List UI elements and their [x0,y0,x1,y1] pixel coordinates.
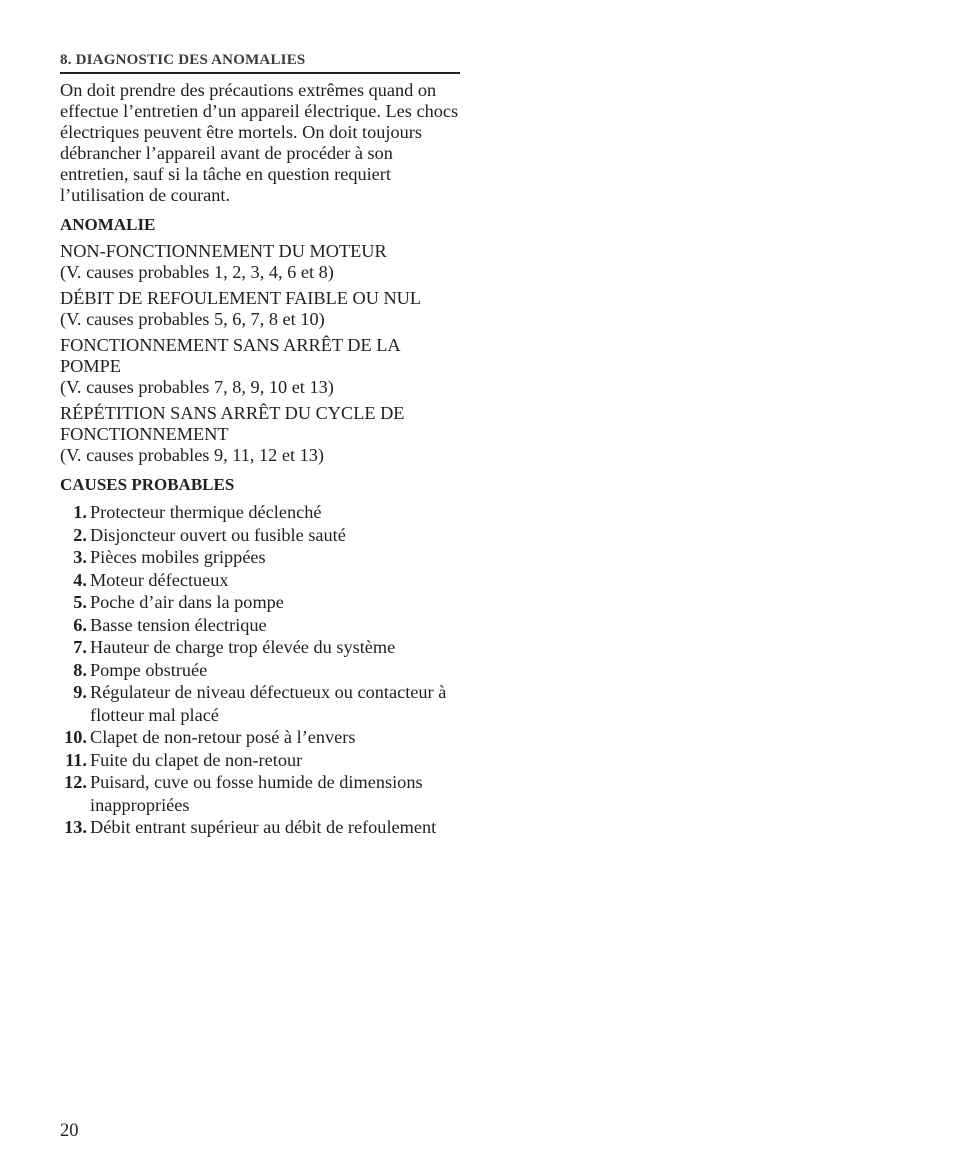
list-item [60,726,460,749]
list-item [60,501,460,524]
cause-number: 11. [65,749,87,770]
list-item [60,636,460,659]
list-item [60,749,460,772]
cause-text: Basse tension électrique [90,614,267,635]
cause-text: Disjoncteur ouvert ou fusible sauté [90,524,346,545]
cause-number: 4. [73,569,87,590]
cause-number: 9. [73,682,87,702]
anomaly-causes-ref: (V. causes probables 9, 11, 12 et 13) [60,445,325,465]
anomaly-item [60,335,460,398]
cause-number: 5. [73,592,87,612]
anomaly-item [60,241,460,283]
cause-text: Protecteur thermique déclenché [90,502,322,522]
list-item [60,591,460,614]
anomaly-item [60,288,460,330]
list-item [60,681,460,726]
anomalies-heading: ANOMALIE [60,215,156,234]
section-title: 8. DIAGNOSTIC DES ANOMALIES [60,52,460,74]
cause-text: Pièces mobiles grippées [90,547,266,567]
anomaly-name: FONCTIONNEMENT SANS ARRÊT DE LA POMPE [60,335,400,376]
cause-number: 1. [73,502,87,522]
cause-text: Clapet de non-retour posé à l’envers [90,727,356,747]
list-item [60,546,460,569]
anomaly-causes-ref: (V. causes probables 7, 8, 9, 10 et 13) [60,377,334,397]
cause-text: Poche d’air dans la pompe [90,592,284,612]
anomaly-name: NON-FONCTIONNEMENT DU MOTEUR [60,241,387,261]
cause-number: 3. [73,547,87,567]
list-item [60,771,460,816]
list-item [60,659,460,682]
safety-intro-paragraph: On doit prendre des précautions extrêmes quand on effectue l’entretien d’un appareil électrique. Les chocs électriques peuvent être mortels. On doit toujours débrancher l’appareil avant de procéder à son entretien, sauf si la tâche en question requiert l’utilisation de courant. [60,80,459,205]
cause-text: Fuite du clapet de non-retour [90,749,303,770]
troubleshooting-section [60,52,460,839]
cause-text: Régulateur de niveau défectueux ou contacteur à flotteur mal placé [90,682,447,725]
cause-number: 13. [64,817,87,837]
anomaly-name: RÉPÉTITION SANS ARRÊT DU CYCLE DE FONCTIONNEMENT [60,403,405,444]
list-item [60,524,460,547]
cause-number: 8. [73,659,87,680]
list-item [60,614,460,637]
anomaly-name: DÉBIT DE REFOULEMENT FAIBLE OU NUL [60,288,422,308]
cause-text: Pompe obstruée [90,659,208,680]
page-number: 20 [60,1121,79,1141]
list-item [60,569,460,592]
anomaly-causes-ref: (V. causes probables 1, 2, 3, 4, 6 et 8) [60,262,334,282]
anomaly-item [60,403,460,466]
causes-heading: CAUSES PROBABLES [60,475,235,494]
anomalies-list [60,241,460,466]
cause-number: 10. [64,727,87,747]
cause-text: Débit entrant supérieur au débit de refoulement [90,817,437,837]
cause-text: Moteur défectueux [90,569,229,590]
causes-list [60,501,460,839]
cause-text: Puisard, cuve ou fosse humide de dimensions inappropriées [90,772,423,815]
anomaly-causes-ref: (V. causes probables 5, 6, 7, 8 et 10) [60,309,325,329]
cause-text: Hauteur de charge trop élevée du système [90,637,396,657]
list-item [60,816,460,839]
cause-number: 6. [73,614,87,635]
cause-number: 2. [73,524,87,545]
cause-number: 12. [64,772,87,792]
cause-number: 7. [73,637,87,657]
